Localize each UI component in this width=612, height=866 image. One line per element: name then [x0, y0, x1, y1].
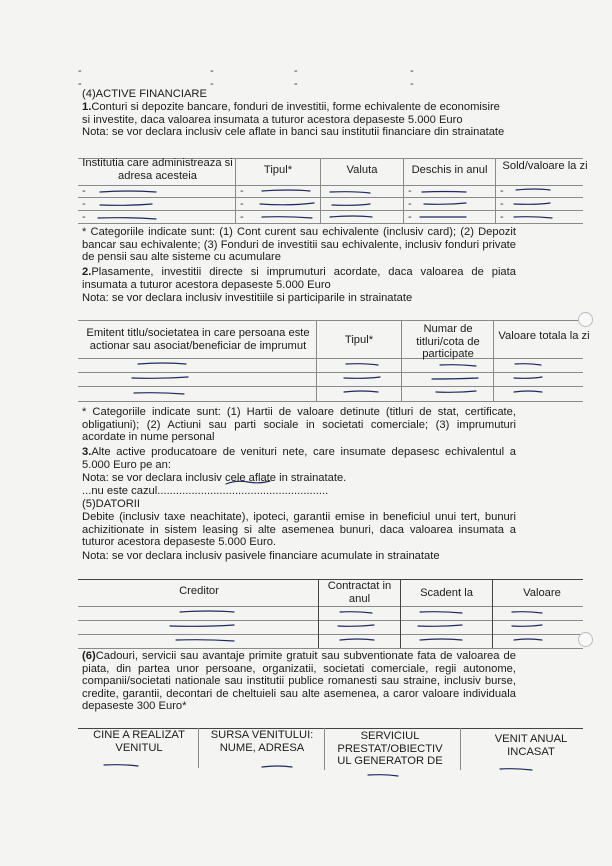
- table2-row-border: [78, 372, 583, 373]
- pen-stroke: [338, 625, 374, 626]
- table1-cell-dash: -: [408, 198, 412, 210]
- pen-stroke: [368, 775, 398, 776]
- table4-col-divider: [324, 728, 325, 770]
- prev-table-dash: -: [78, 78, 82, 90]
- pen-stroke: [514, 203, 550, 204]
- table1-cell-dash: -: [82, 198, 86, 210]
- paragraph-2: 2.Plasamente, investitii directe si imprumuturi acordate, daca valoarea de piata insumata a tuturor acestora depaseste 5.000 Euro: [82, 266, 516, 291]
- paragraph-1-line-2: si investite, daca valoarea insumata a tuturor acestora depaseste 5.000 Euro: [82, 113, 463, 126]
- pen-stroke: [332, 204, 370, 205]
- pen-stroke: [516, 189, 550, 190]
- table3-row-border: [78, 620, 583, 621]
- table2-col-divider: [316, 320, 317, 401]
- table1-cell-dash: -: [82, 211, 86, 223]
- punch-hole: [578, 312, 593, 327]
- pen-stroke: [514, 217, 552, 218]
- pen-stroke: [515, 364, 541, 365]
- table1-cell-dash: -: [240, 185, 244, 197]
- table1-categories-note: * Categoriile indicate sunt: (1) Cont curent sau echivalente (inclusiv card); (2) Depozit bancar sau echivalente; (3) Fonduri de investitii sau echivalente, inclusiv fonduri private de pensii sau alte sisteme cu acumulare: [82, 226, 516, 264]
- table1-header-sold: Sold/valoare la zi: [502, 160, 588, 172]
- paragraph-3: 3.Alte active producatoare de venituri nete, care insumate depasesc echivalentul a 5.000 Euro pe an:: [82, 446, 516, 471]
- table1-cell-dash: -: [408, 211, 412, 223]
- table3-header-valoare: Valoare: [523, 587, 561, 599]
- pen-stroke: [346, 364, 378, 365]
- pen-stroke: [514, 391, 542, 392]
- table1-cell-dash: -: [500, 211, 504, 223]
- pen-stroke: [260, 203, 314, 205]
- pen-stroke: [512, 625, 542, 626]
- table2-header-tipul: Tipul*: [344, 334, 374, 346]
- pen-stroke: [330, 216, 372, 217]
- table3-header-border: [78, 606, 583, 607]
- prev-table-dash: -: [210, 65, 214, 77]
- table1-cell-dash: -: [500, 198, 504, 210]
- table4-header-cine: CINE A REALIZAT VENITUL: [93, 729, 185, 754]
- paragraph-1-note: Nota: se vor declara inclusiv cele aflate in banci sau institutii financiare din strainatate: [82, 126, 505, 138]
- table3-row-border: [78, 634, 583, 635]
- pen-stroke: [262, 766, 292, 767]
- pen-stroke: [500, 769, 532, 770]
- pen-stroke: [104, 765, 138, 766]
- table3-header-scadent: Scadent la: [420, 587, 473, 599]
- prev-table-dash: -: [294, 78, 298, 90]
- pen-stroke: [176, 640, 234, 641]
- paragraph-1-line-1: 1.Conturi si depozite bancare, fonduri de investitii, forme echivalente de economisire: [82, 101, 500, 113]
- pen-stroke: [100, 204, 152, 205]
- table2-top-border: [78, 320, 583, 321]
- table1-header-valuta: Valuta: [346, 164, 378, 176]
- paragraph-2-note: Nota: se vor declara inclusiv investitiile si participarile in strainatate: [82, 292, 413, 304]
- section-heading-datorii: (5)DATORII: [82, 498, 141, 510]
- table2-categories-note: * Categoriile indicate sunt: (1) Hartii de valoare detinute (titluri de stat, certificate, obligatiuni); (2) Actiuni sau parti sociale in societati comerciale; (3) imprumuturi acordate in nume personal: [82, 406, 516, 444]
- pen-stroke: [436, 391, 476, 392]
- table2-header-valoare: Valoare totala la zi: [498, 330, 590, 342]
- table1-cell-dash: -: [500, 185, 504, 197]
- pen-stroke: [134, 393, 184, 394]
- pen-stroke: [100, 191, 156, 192]
- table2-row-border: [78, 386, 583, 387]
- section6-text: (6)Cadouri, servicii sau avantaje primite gratuit sau subventionate fata de valoarea de piata, din partea unor persoane, organizatii, societati comerciale, regii autonome, companii/societati nationale sau institutii publice romanesti sau straine, inclusiv burse, credite, garantii, decontari de cheltuieli sau alte asemenea, a caror valoare individuala depaseste 300 Euro*: [82, 650, 516, 713]
- table2-col-divider: [401, 320, 402, 401]
- pen-stroke: [340, 612, 372, 613]
- section5-note: Nota: se vor declara inclusiv pasivele financiare acumulate in strainatate: [82, 550, 440, 562]
- prev-table-dash: -: [294, 65, 298, 77]
- table3-header-contractat: Contractat in anul: [327, 580, 392, 605]
- table4-header-sursa: SURSA VENITULUI: NUME, ADRESA: [210, 729, 314, 754]
- table2-bottom-border: [78, 401, 583, 402]
- punch-hole: [578, 632, 593, 647]
- pen-stroke: [420, 612, 462, 613]
- pen-stroke: [170, 625, 234, 626]
- table3-header-creditor: Creditor: [179, 585, 219, 597]
- pen-stroke: [420, 639, 462, 640]
- table1-header-tipul: Tipul*: [263, 164, 293, 176]
- pen-stroke: [418, 625, 462, 626]
- table2-header-numar: Numar de titluri/cota de participate: [416, 323, 480, 361]
- table1-cell-dash: -: [408, 185, 412, 197]
- pen-stroke: [514, 377, 542, 378]
- table1-cell-dash: -: [240, 198, 244, 210]
- pen-stroke: [262, 217, 312, 218]
- pen-stroke: [440, 365, 476, 366]
- table4-col-divider: [198, 728, 199, 768]
- pen-stroke: [432, 378, 478, 379]
- table1-header-deschis: Deschis in anul: [411, 164, 488, 176]
- pen-stroke: [340, 639, 374, 640]
- table2-header-emitent: Emitent titlu/societatea in care persoana este actionar sau asociat/beneficiar de imprumut: [86, 327, 310, 352]
- paragraph-3-note: Nota: se vor declara inclusiv cele aflate in strainatate.: [82, 472, 347, 484]
- table4-header-serviciul: SERVICIUL PRESTAT/OBIECTIV UL GENERATOR DE: [337, 730, 443, 768]
- paragraph-3-fill: ...nu este cazul.......................................................: [82, 485, 329, 497]
- table1-cell-dash: -: [240, 211, 244, 223]
- pen-stroke: [330, 192, 370, 193]
- prev-table-dash: -: [78, 65, 82, 77]
- pen-stroke: [424, 203, 466, 204]
- pen-stroke: [262, 190, 310, 191]
- pen-stroke: [512, 612, 542, 613]
- table1-cell-dash: -: [82, 185, 86, 197]
- section-heading-active-financiare: (4)ACTIVE FINANCIARE: [82, 88, 207, 100]
- table2-header-border: [78, 358, 583, 359]
- pen-stroke: [132, 377, 188, 378]
- prev-table-dash: -: [410, 78, 414, 90]
- pen-stroke: [422, 192, 466, 193]
- table3-bottom-border: [78, 648, 583, 649]
- pen-stroke: [514, 639, 542, 640]
- table1-header-institutia: Institutia care administreaza si adresa acesteia: [82, 157, 233, 182]
- prev-table-dash: -: [410, 65, 414, 77]
- pen-stroke: [344, 377, 380, 378]
- pen-stroke: [180, 611, 234, 612]
- pen-stroke: [344, 391, 378, 392]
- prev-table-dash: -: [210, 78, 214, 90]
- table4-col-divider: [460, 728, 461, 770]
- pen-stroke: [138, 363, 186, 364]
- pen-stroke: [98, 218, 156, 219]
- section5-text: Debite (inclusiv taxe neachitate), ipoteci, garantii emise in beneficiul unui tert, bunuri achizitionate in sistem leasing si alte asemenea bunuri, daca valoarea insumata a tuturor acestora depaseste 5.000 Euro.: [82, 511, 516, 549]
- table2-col-divider: [493, 320, 494, 401]
- table4-header-venit: VENIT ANUAL INCASAT: [494, 733, 568, 758]
